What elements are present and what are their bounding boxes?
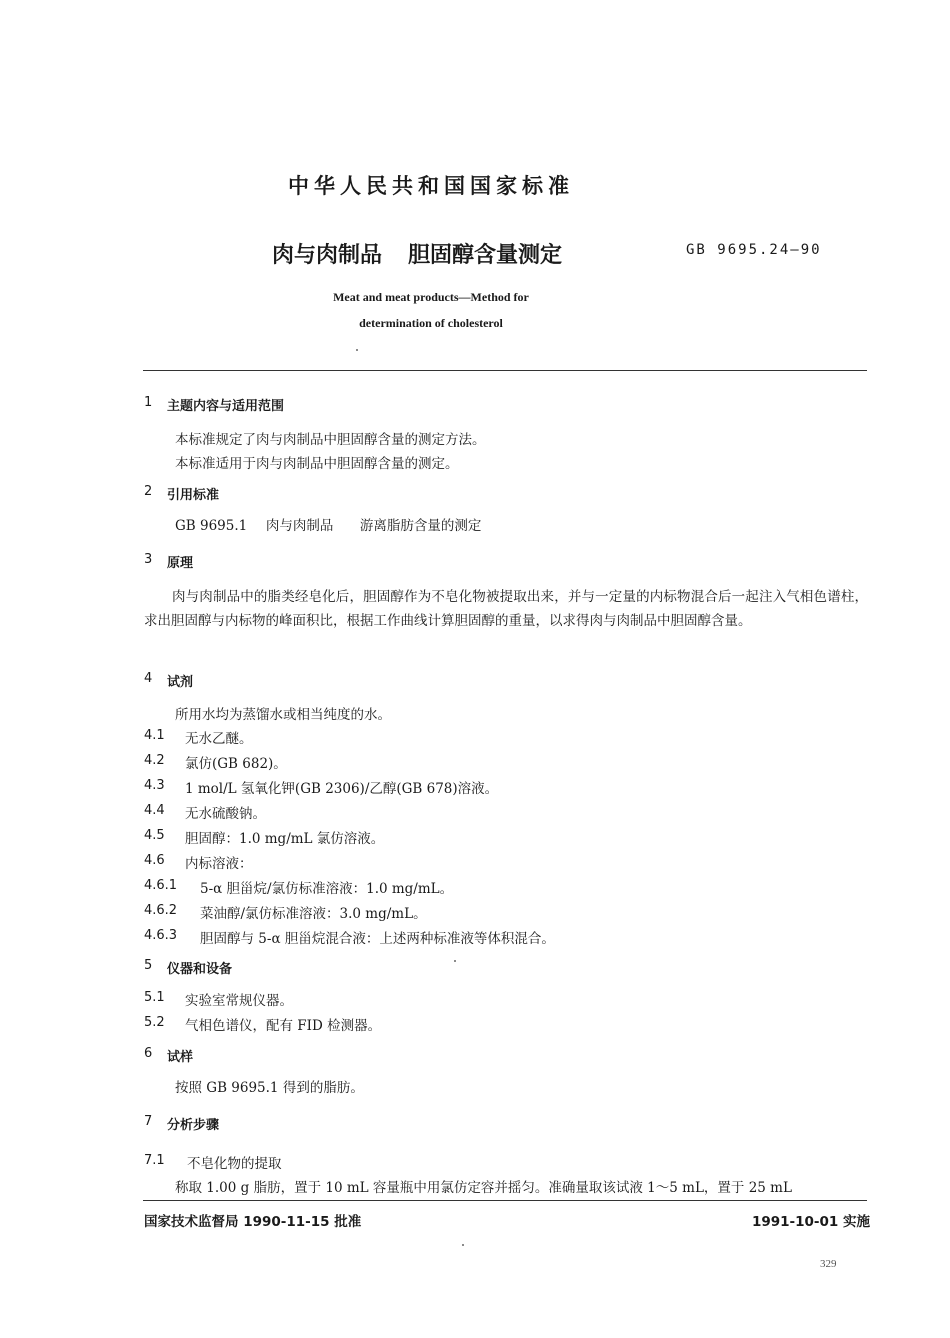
reagent-item-text: 1 mol/L 氢氧化钾(GB 2306)/乙醇(GB 678)溶液。 bbox=[185, 781, 499, 797]
reference-title-part-1: 肉与肉制品 bbox=[265, 518, 334, 534]
section-1-paragraph-1: 本标准规定了肉与肉制品中胆固醇含量的测定方法。 bbox=[175, 432, 486, 448]
scan-speck bbox=[356, 349, 358, 351]
reagent-subitem-text: 胆固醇与 5-α 胆甾烷混合液：上述两种标准液等体积混合。 bbox=[200, 931, 555, 947]
reagent-item-number: 4.6 bbox=[144, 853, 165, 868]
reagent-subitem-text: 菜油醇/氯仿标准溶液：3.0 mg/mL。 bbox=[200, 906, 427, 922]
reagent-item-number: 4.5 bbox=[144, 828, 165, 843]
equipment-item-text: 气相色谱仪，配有 FID 检测器。 bbox=[185, 1018, 382, 1034]
section-2-title: 引用标准 bbox=[167, 488, 220, 503]
approval-line: 国家技术监督局 1990-11-15 批准 bbox=[144, 1214, 362, 1230]
section-6-title: 试样 bbox=[167, 1050, 194, 1065]
section-5-number: 5 bbox=[144, 958, 153, 973]
effective-date-line: 1991-10-01 实施 bbox=[751, 1214, 870, 1230]
reagent-item-number: 4.3 bbox=[144, 778, 165, 793]
principle-paragraph: 肉与肉制品中的脂类经皂化后，胆固醇作为不皂化物被提取出来，并与一定量的内标物混合后一起注入气相色谱柱，求出胆固醇与内标物的峰面积比，根据工作曲线计算胆固醇的重量，以求得肉与肉制品中胆固醇含量。 bbox=[144, 589, 868, 629]
reference-standard bbox=[175, 514, 481, 534]
section-1-title: 主题内容与适用范围 bbox=[167, 399, 285, 414]
reagent-item-number: 4.2 bbox=[144, 753, 165, 768]
reagents-intro: 所用水均为蒸馏水或相当纯度的水。 bbox=[175, 707, 391, 723]
reagent-subitem-number: 4.6.1 bbox=[144, 878, 178, 893]
section-1-paragraph-2: 本标准适用于肉与肉制品中胆固醇含量的测定。 bbox=[175, 456, 459, 472]
reagent-item-text: 内标溶液： bbox=[185, 856, 253, 872]
section-4-title: 试剂 bbox=[167, 675, 194, 690]
header-divider bbox=[143, 370, 867, 371]
section-3-title: 原理 bbox=[167, 556, 194, 571]
equipment-item-text: 实验室常规仪器。 bbox=[185, 993, 293, 1009]
equipment-item-number: 5.2 bbox=[144, 1015, 165, 1030]
reagent-subitem-number: 4.6.2 bbox=[144, 903, 178, 918]
section-4-number: 4 bbox=[144, 671, 153, 686]
english-title-line-2: determination of cholesterol bbox=[359, 316, 503, 330]
section-5-title: 仪器和设备 bbox=[167, 962, 233, 977]
reference-title-part-2: 游离脂肪含量的测定 bbox=[359, 518, 482, 534]
standard-number: GB 9695.24—90 bbox=[686, 242, 822, 258]
reagent-item-text: 氯仿(GB 682)。 bbox=[185, 756, 287, 772]
section-3-number: 3 bbox=[144, 552, 153, 567]
section-6-number: 6 bbox=[144, 1046, 153, 1061]
procedure-subsection-title: 不皂化物的提取 bbox=[187, 1156, 282, 1172]
section-7-number: 7 bbox=[144, 1114, 153, 1129]
reagent-subitem-number: 4.6.3 bbox=[144, 928, 178, 943]
footer-divider bbox=[143, 1200, 867, 1201]
page-number: 329 bbox=[820, 1258, 837, 1270]
reagent-item-text: 胆固醇：1.0 mg/mL 氯仿溶液。 bbox=[185, 831, 385, 847]
scan-speck bbox=[462, 1244, 464, 1246]
sample-paragraph: 按照 GB 9695.1 得到的脂肪。 bbox=[175, 1080, 364, 1096]
document-title bbox=[272, 238, 562, 269]
equipment-item-number: 5.1 bbox=[144, 990, 165, 1005]
scan-speck bbox=[454, 960, 456, 962]
title-part-1: 肉与肉制品 bbox=[272, 243, 383, 268]
reagent-item-number: 4.1 bbox=[144, 728, 165, 743]
reagent-item-text: 无水乙醚。 bbox=[185, 731, 253, 747]
reagent-item-text: 无水硫酸钠。 bbox=[185, 806, 266, 822]
english-title-line-1: Meat and meat products—Method for bbox=[333, 290, 529, 304]
reagent-subitem-text: 5-α 胆甾烷/氯仿标准溶液：1.0 mg/mL。 bbox=[200, 881, 454, 897]
reagent-item-number: 4.4 bbox=[144, 803, 165, 818]
reference-code: GB 9695.1 bbox=[175, 518, 248, 534]
procedure-paragraph: 称取 1.00 g 脂肪，置于 10 mL 容量瓶中用氯仿定容并摇匀。准确量取该试液 1～5 mL，置于 25 mL bbox=[175, 1180, 792, 1196]
section-2-number: 2 bbox=[144, 484, 153, 499]
national-standard-heading: 中华人民共和国国家标准 bbox=[288, 174, 574, 198]
procedure-subsection-number: 7.1 bbox=[144, 1153, 165, 1168]
section-1-number: 1 bbox=[144, 395, 153, 410]
title-part-2: 胆固醇含量测定 bbox=[408, 243, 563, 268]
section-7-title: 分析步骤 bbox=[167, 1118, 220, 1133]
